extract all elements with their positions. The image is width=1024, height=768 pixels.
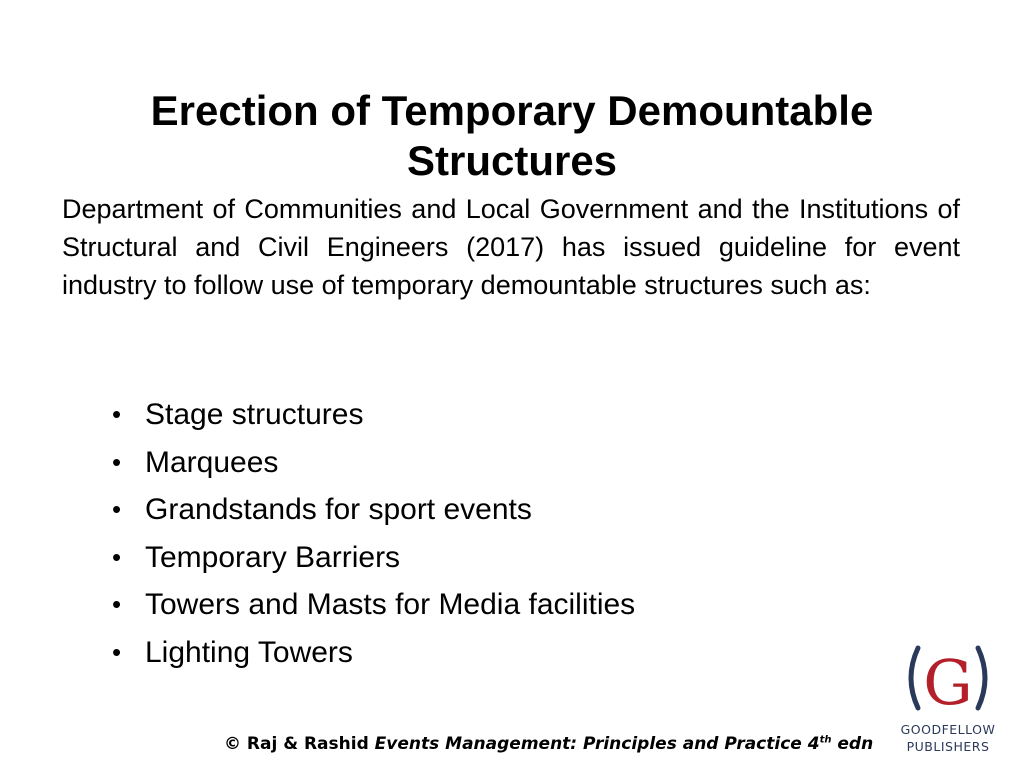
bullet-icon: • xyxy=(112,636,122,667)
footer-edition: edn xyxy=(831,734,874,754)
list-item xyxy=(112,581,635,629)
footer-superscript: th xyxy=(819,734,832,746)
footer-copyright: © Raj & Rashid xyxy=(224,734,375,754)
list-item-label: Temporary Barriers xyxy=(145,540,401,574)
list-item xyxy=(112,439,635,487)
footer-book-title xyxy=(375,734,874,754)
bullet-list xyxy=(112,391,635,676)
list-item-label: Towers and Masts for Media facilities xyxy=(145,588,636,621)
svg-text:G: G xyxy=(923,646,973,716)
bullet-icon: • xyxy=(112,589,122,619)
logo-text-goodfellow: GOODFELLOW xyxy=(900,722,996,737)
list-item-label: Stage structures xyxy=(145,398,364,431)
bullet-icon: • xyxy=(112,399,122,429)
slide-title: Erection of Temporary Demountable Structures xyxy=(150,87,874,184)
list-item-label: Lighting Towers xyxy=(145,635,353,669)
goodfellow-logo-icon xyxy=(900,640,996,716)
list-item xyxy=(112,486,635,534)
list-item xyxy=(112,534,635,582)
list-item-label: Grandstands for sport events xyxy=(145,493,532,526)
list-item xyxy=(112,629,635,677)
publisher-logo xyxy=(892,640,1004,758)
bullet-icon: • xyxy=(112,541,122,572)
logo-text-publishers: PUBLISHERS xyxy=(906,739,990,754)
footer-citation xyxy=(224,734,873,754)
slide-body-text: Department of Communities and Local Government and the Institutions of Structural and Civil Engineers (2017) has issued guideline for event industry to follow use of temporary demountable structures such as: xyxy=(62,194,960,300)
bullet-icon: • xyxy=(112,494,122,524)
list-item-label: Marquees xyxy=(145,445,279,479)
list-item xyxy=(112,391,635,439)
footer-book-title-text: Events Management: Principles and Practice 4 xyxy=(374,734,820,754)
bullet-icon: • xyxy=(112,446,122,477)
